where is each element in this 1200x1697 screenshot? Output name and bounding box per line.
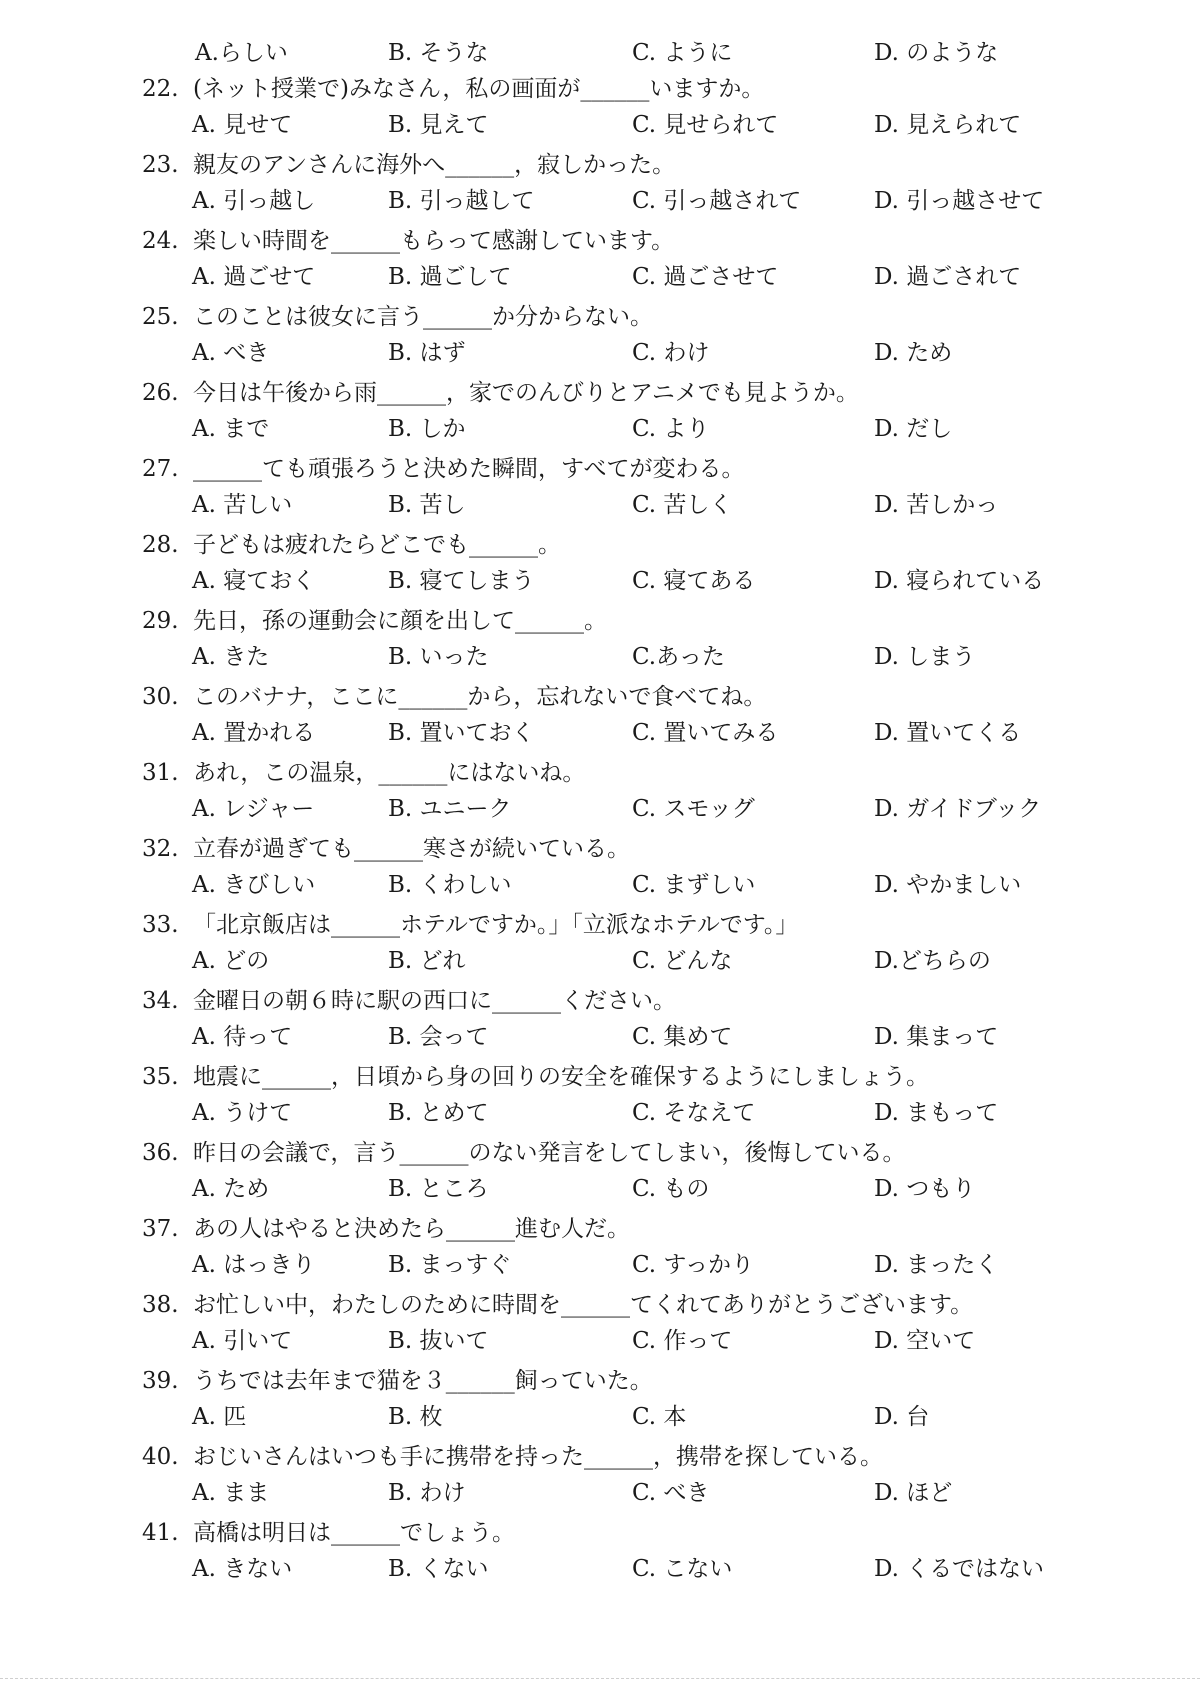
option-c: C. こない (632, 1556, 733, 1582)
question-stem: 親友のアンさんに海外へ______，寂しかった。 (193, 152, 676, 178)
question-stem: 今日は午後から雨______，家でのんびりとアニメでも見ようか。 (193, 380, 859, 406)
option-a: A. きない (192, 1556, 293, 1582)
option-a: A. ため (192, 1176, 270, 1202)
option-b: B. わけ (388, 1480, 466, 1506)
options-row (0, 105, 1200, 145)
question-stem: ______ても頑張ろうと決めた瞬間，すべてが変わる。 (193, 456, 745, 482)
question-stem-row (0, 1285, 1200, 1325)
options-row (0, 409, 1200, 449)
options-row (0, 1549, 1200, 1589)
question-stem: このバナナ，ここに______から，忘れないで食べてね。 (193, 684, 767, 710)
question-stem-row (0, 449, 1200, 489)
question-stem-row (0, 829, 1200, 869)
option-c: C. スモッグ (632, 796, 755, 822)
options-row (0, 1017, 1200, 1057)
option-b: B. 見えて (388, 112, 489, 138)
options-row (0, 865, 1200, 905)
question-stem: このことは彼女に言う______か分からない。 (193, 304, 653, 330)
option-d: D. ガイドブック (874, 796, 1042, 822)
option-c: C. 作って (632, 1328, 733, 1354)
question-stem: 金曜日の朝６時に駅の西口に______ください。 (193, 988, 676, 1014)
option-a: A. まで (192, 416, 270, 442)
question-stem-row (0, 69, 1200, 109)
question-number: 23. (142, 152, 179, 178)
option-c: C. ように (632, 40, 733, 66)
question-number: 28. (142, 532, 179, 558)
question-stem-row (0, 297, 1200, 337)
option-a: A. べき (192, 340, 270, 366)
option-a: A. きた (192, 644, 270, 670)
question-number: 41. (142, 1520, 179, 1546)
question-stem-row (0, 221, 1200, 261)
option-c: C. より (632, 416, 710, 442)
option-d: D. 過ごされて (874, 264, 1022, 290)
option-d: D. まもって (874, 1100, 999, 1126)
question-number: 22. (142, 76, 179, 102)
option-c: C. 寝てある (632, 568, 756, 594)
option-c: C. もの (632, 1176, 710, 1202)
question-number: 39. (142, 1368, 179, 1394)
option-b: B. ところ (388, 1176, 489, 1202)
option-b: B. くない (388, 1556, 489, 1582)
question-number: 31. (142, 760, 179, 786)
question-stem: 先日，孫の運動会に顔を出して______。 (193, 608, 607, 634)
options-row (0, 1473, 1200, 1513)
question-stem-row (0, 1437, 1200, 1477)
question-number: 29. (142, 608, 179, 634)
options-row (0, 1321, 1200, 1361)
question-stem: 立春が過ぎても______寒さが続いている。 (193, 836, 630, 862)
question-number: 24. (142, 228, 179, 254)
option-b: B. どれ (388, 948, 466, 974)
question-stem-row (0, 1513, 1200, 1553)
option-a: A. 寝ておく (192, 568, 316, 594)
option-c: C. 過ごさせて (632, 264, 779, 290)
question-stem-row (0, 905, 1200, 945)
option-d: D. 苦しかっ (874, 492, 999, 518)
option-d: D. 置いてくる (874, 720, 1022, 746)
option-c: C. 見せられて (632, 112, 779, 138)
options-row (0, 485, 1200, 525)
option-b: B. くわしい (388, 872, 512, 898)
options-row (0, 713, 1200, 753)
option-a: A. はっきり (192, 1252, 316, 1278)
question-stem: 楽しい時間を______もらって感謝しています。 (193, 228, 675, 254)
option-c: C. べき (632, 1480, 710, 1506)
option-d: D. つもり (874, 1176, 976, 1202)
question-stem: おじいさんはいつも手に携帯を持った______，携帯を探している。 (193, 1444, 883, 1470)
option-a: A. 引いて (192, 1328, 293, 1354)
option-b: B. 引っ越して (388, 188, 535, 214)
option-a: A. 過ごせて (192, 264, 316, 290)
question-stem: お忙しい中，わたしのために時間を______てくれてありがとうございます。 (193, 1292, 974, 1318)
option-d: D. ため (874, 340, 953, 366)
question-stem-row (0, 525, 1200, 565)
question-stem-row (0, 145, 1200, 185)
question-stem-row (0, 373, 1200, 413)
options-row (0, 941, 1200, 981)
option-c: C. 集めて (632, 1024, 733, 1050)
question-number: 30. (142, 684, 179, 710)
options-row (0, 1397, 1200, 1437)
question-stem: 昨日の会議で，言う______のない発言をしてしまい，後悔している。 (193, 1140, 906, 1166)
question-stem: 子どもは疲れたらどこでも______。 (193, 532, 561, 558)
option-b: B. 置いておく (388, 720, 535, 746)
options-row (0, 181, 1200, 221)
option-d: D. 台 (874, 1404, 930, 1430)
option-a: A. うけて (192, 1100, 293, 1126)
option-c: C. まずしい (632, 872, 756, 898)
option-d: D. 集まって (874, 1024, 999, 1050)
question-number: 27. (142, 456, 179, 482)
question-number: 36. (142, 1140, 179, 1166)
option-d: D. しまう (874, 644, 976, 670)
question-stem-row (0, 753, 1200, 793)
option-c: C. 本 (632, 1404, 687, 1430)
option-d: D. まったく (874, 1252, 999, 1278)
option-b: B. しか (388, 416, 466, 442)
option-d: D. のような (874, 40, 999, 66)
option-b: B. いった (388, 644, 489, 670)
option-c: C. わけ (632, 340, 710, 366)
question-number: 40. (142, 1444, 179, 1470)
page-bottom-divider (0, 1678, 1200, 1679)
options-row (0, 257, 1200, 297)
option-c: C.あった (632, 644, 725, 670)
option-d: D.どちらの (874, 948, 991, 974)
option-c: C. 引っ越されて (632, 188, 802, 214)
question-number: 33. (142, 912, 179, 938)
option-b: B. 寝てしまう (388, 568, 535, 594)
option-c: C. どんな (632, 948, 733, 974)
option-c: C. そなえて (632, 1100, 756, 1126)
question-stem-row (0, 981, 1200, 1021)
option-b: B. とめて (388, 1100, 489, 1126)
option-b: B. 抜いて (388, 1328, 489, 1354)
question-number: 32. (142, 836, 179, 862)
question-number: 26. (142, 380, 179, 406)
option-b: B. はず (388, 340, 466, 366)
option-b: B. 枚 (388, 1404, 443, 1430)
option-a: A. 苦しい (192, 492, 293, 518)
question-number: 35. (142, 1064, 179, 1090)
option-a: A. 待って (192, 1024, 293, 1050)
option-c: C. すっかり (632, 1252, 755, 1278)
option-a: A. 匹 (192, 1404, 247, 1430)
question-stem-row (0, 1209, 1200, 1249)
option-a: A. 引っ越し (192, 188, 316, 214)
options-row (0, 561, 1200, 601)
options-row (0, 1169, 1200, 1209)
option-d: D. 引っ越させて (874, 188, 1045, 214)
question-stem: うちでは去年まで猫を３______飼っていた。 (193, 1368, 653, 1394)
options-row (0, 637, 1200, 677)
option-b: B. そうな (388, 40, 489, 66)
question-stem: あの人はやると決めたら______進む人だ。 (193, 1216, 630, 1242)
question-stem-row (0, 1057, 1200, 1097)
option-b: B. 苦し (388, 492, 466, 518)
option-c: C. 苦しく (632, 492, 733, 518)
question-number: 25. (142, 304, 179, 330)
option-a: A.らしい (195, 40, 288, 66)
question-number: 38. (142, 1292, 179, 1318)
option-c: C. 置いてみる (632, 720, 779, 746)
option-b: B. 過ごして (388, 264, 512, 290)
options-row-21 (0, 33, 1200, 73)
option-a: A. レジャー (192, 796, 315, 822)
option-a: A. 置かれる (192, 720, 316, 746)
option-d: D. やかましい (874, 872, 1022, 898)
option-d: D. 空いて (874, 1328, 976, 1354)
option-b: B. 会って (388, 1024, 489, 1050)
option-a: A. まま (192, 1480, 270, 1506)
option-b: B. ユニーク (388, 796, 512, 822)
option-b: B. まっすぐ (388, 1252, 512, 1278)
options-row (0, 789, 1200, 829)
option-d: D. ほど (874, 1480, 953, 1506)
question-stem-row (0, 677, 1200, 717)
question-stem: あれ，この温泉，______にはないね。 (193, 760, 586, 786)
option-d: D. だし (874, 416, 953, 442)
options-row (0, 1245, 1200, 1285)
question-stem: 「北京飯店は______ホテルですか。」「立派なホテルです。」 (193, 912, 799, 938)
question-stem-row (0, 1361, 1200, 1401)
option-d: D. 見えられて (874, 112, 1022, 138)
option-d: D. 寝られている (874, 568, 1045, 594)
option-a: A. 見せて (192, 112, 293, 138)
options-row (0, 333, 1200, 373)
option-a: A. どの (192, 948, 270, 974)
question-number: 34. (142, 988, 179, 1014)
question-stem-row (0, 601, 1200, 641)
question-stem-row (0, 1133, 1200, 1173)
option-a: A. きびしい (192, 872, 316, 898)
question-number: 37. (142, 1216, 179, 1242)
question-stem: 地震に______，日頃から身の回りの安全を確保するようにしましょう。 (193, 1064, 929, 1090)
question-stem: 高橋は明日は______でしょう。 (193, 1520, 515, 1546)
option-d: D. くるではない (874, 1556, 1045, 1582)
question-stem: (ネット授業で)みなさん，私の画面が______いますか。 (193, 76, 765, 102)
options-row (0, 1093, 1200, 1133)
